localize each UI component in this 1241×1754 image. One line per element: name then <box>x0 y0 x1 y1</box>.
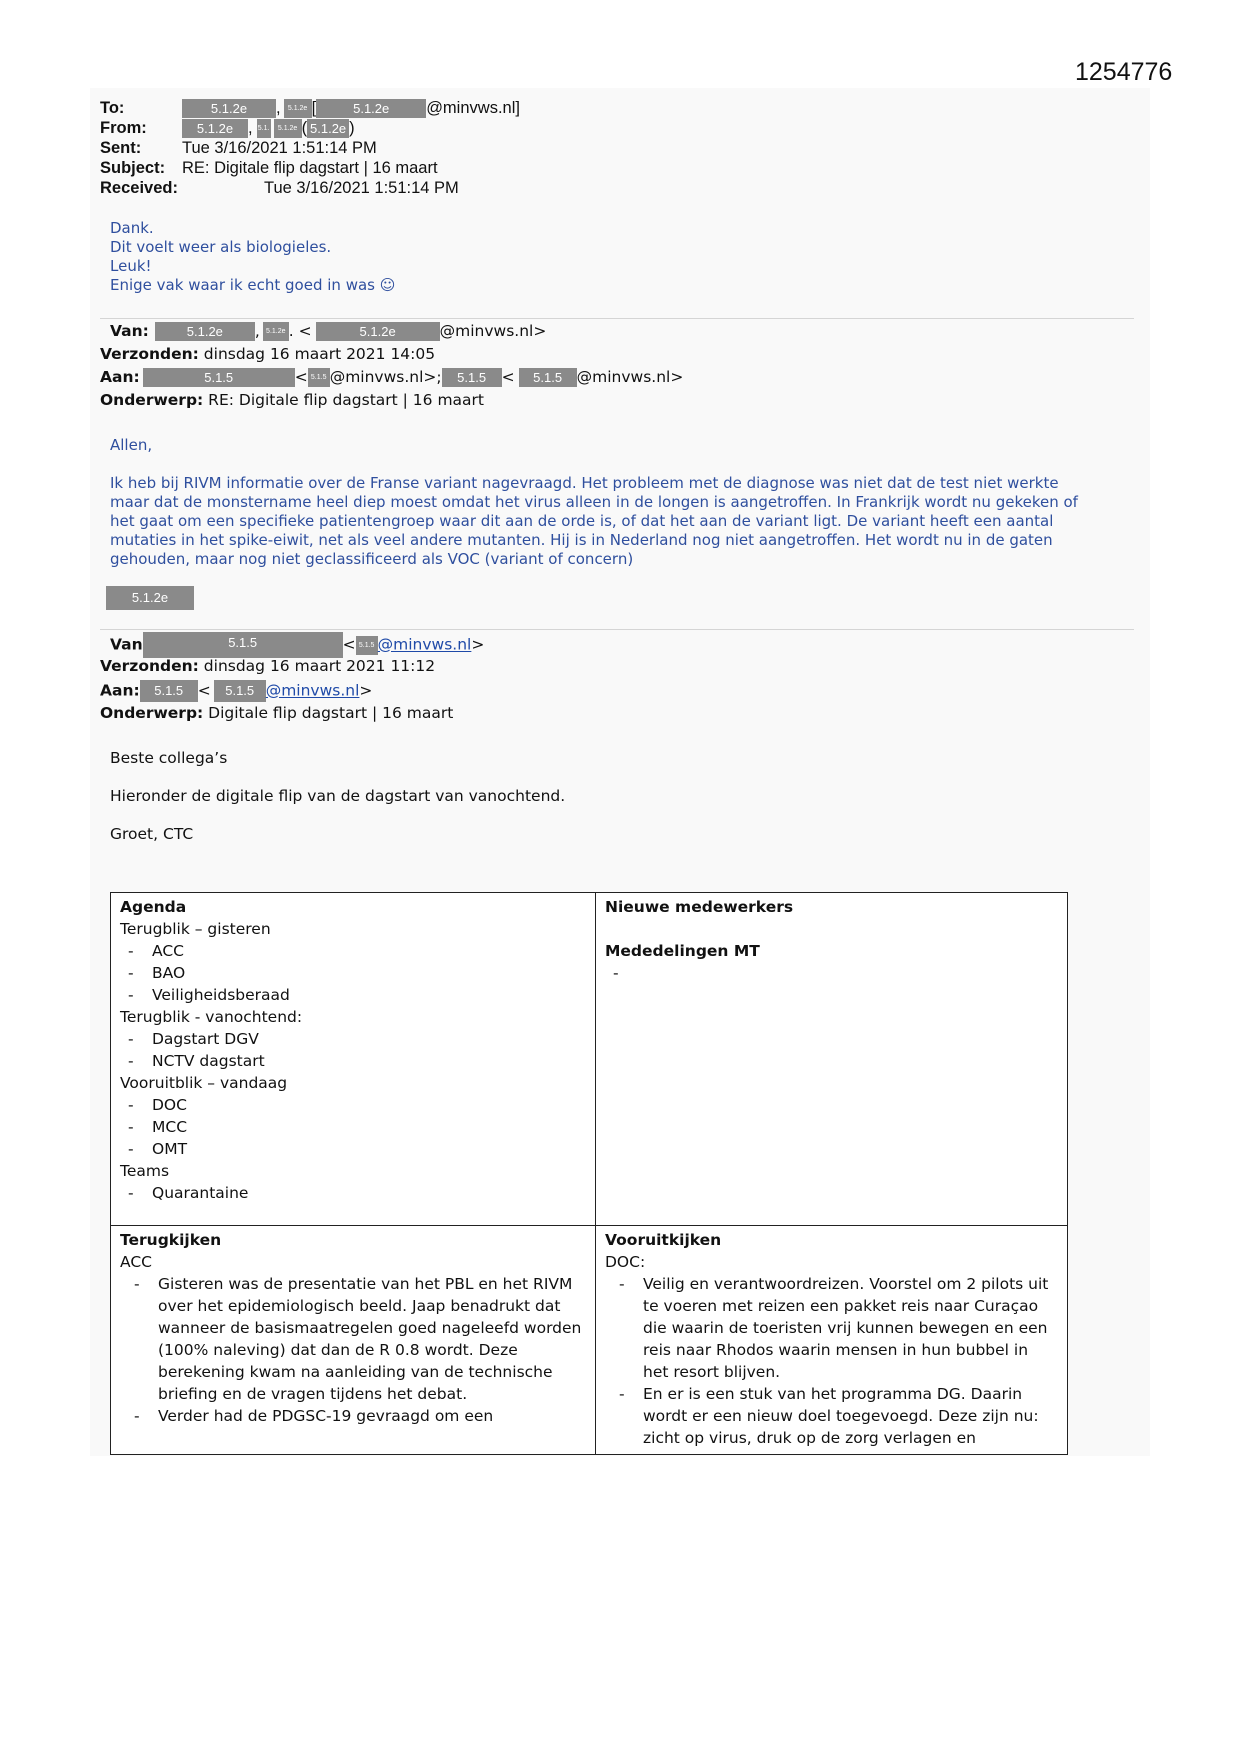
msg3-intro: Hieronder de digitale flip van de dagstart van vanochtend. <box>110 787 566 805</box>
divider <box>100 318 1134 319</box>
header-sent <box>100 139 377 158</box>
agenda-item: - Quarantaine <box>152 1182 586 1204</box>
msg2-aan <box>100 368 683 387</box>
terugkijken-cell <box>111 1226 596 1455</box>
agenda-group: Teams <box>120 1162 170 1180</box>
msg2-body <box>110 474 1078 569</box>
flip-table <box>110 892 1068 1455</box>
verzonden-label: Verzonden: <box>100 345 199 363</box>
vooruitkijken-cell <box>596 1226 1068 1455</box>
bracket: . < <box>288 322 312 340</box>
separator: , <box>254 322 260 340</box>
received-label: Received: <box>100 179 178 197</box>
verzonden-label: Verzonden: <box>100 657 199 675</box>
from-label: From: <box>100 119 147 137</box>
mededelingen-title: Mededelingen MT <box>605 942 760 960</box>
aan-label: Aan: <box>100 681 140 700</box>
vooruitkijken-title: Vooruitkijken <box>605 1231 722 1249</box>
onderwerp-value: RE: Digitale flip dagstart | 16 maart <box>208 391 485 409</box>
agenda-item: - ACC <box>152 940 586 962</box>
msg3-aan <box>100 680 372 702</box>
vooruitkijken-item: - Veilig en verantwoordreizen. Voorstel om 2 pilots uit te voeren met reizen een pakket reis naar Curaçao die waarin de toeristen vrij kunnen bewegen en een reis naar Rhodos waarin mensen in hun bubbel in het resort blijven. <box>637 1273 1058 1383</box>
divider <box>100 629 1134 630</box>
terugkijken-title: Terugkijken <box>120 1231 222 1249</box>
vooruitkijken-item: - En er is een stuk van het programma DG. Daarin wordt er een nieuw doel toegevoegd. Deze zijn nu: zicht op virus, druk op de zorg verlagen en <box>637 1383 1058 1449</box>
reply-line: Dit voelt weer als biologieles. <box>110 238 332 256</box>
bracket: < <box>501 368 515 386</box>
bracket: [ <box>311 99 317 117</box>
agenda-item: - MCC <box>152 1116 586 1138</box>
agenda-item: - NCTV dagstart <box>152 1050 586 1072</box>
msg2-onderwerp <box>100 391 484 409</box>
aan-label: Aan: <box>100 368 140 386</box>
redaction: 5.1.2e <box>284 99 312 118</box>
van-label: Van: <box>110 322 149 340</box>
redaction: 5.1.2e <box>274 119 302 138</box>
redaction: 5.1.5 <box>143 368 295 387</box>
redaction: 5.1.2e <box>182 99 276 118</box>
redaction: 5.1. <box>257 119 271 138</box>
subject-value: RE: Digitale flip dagstart | 16 maart <box>182 159 438 177</box>
header-from <box>100 119 355 138</box>
msg3-onderwerp <box>100 704 453 722</box>
body-line: maar dat de monstername heel diep moest omdat het virus alleen in de longen is aangetroffen. In Frankrijk wordt nu gekeken of <box>110 493 1078 511</box>
reply-line: Leuk! <box>110 257 152 275</box>
redaction: 5.1.2e <box>316 322 440 341</box>
agenda-group: Vooruitblik – vandaag <box>120 1074 288 1092</box>
signature <box>106 586 194 610</box>
agenda-item: - Veiligheidsberaad <box>152 984 586 1006</box>
redaction: 5.1.2e <box>263 322 289 341</box>
separator: , <box>276 99 281 117</box>
subject-label: Subject: <box>100 159 166 177</box>
bracket: > <box>471 635 485 654</box>
terugkijken-item: - Gisteren was de presentatie van het PBL en het RIVM over het epidemiologisch beeld. Jaap benadrukt dat wanneer de basismaatregelen goed nageleefd worden (100% naleving) dat dan de R 0.8 wordt. Deze berekening kwam na aanleiding van de technische briefing en de vragen tijdens het debat. <box>152 1273 586 1405</box>
redaction: 5.1.5 <box>140 680 198 702</box>
bracket: > <box>359 681 373 700</box>
reply-line: Dank. <box>110 219 154 237</box>
to-label: To: <box>100 99 125 117</box>
onderwerp-label: Onderwerp: <box>100 391 204 409</box>
redaction: 5.1.2e <box>316 99 426 118</box>
van-email-link[interactable]: @minvws.nl <box>377 635 472 654</box>
aan-domain: @minvws.nl>; <box>329 368 442 386</box>
redaction: 5.1.5 <box>143 632 343 658</box>
aan-domain: @minvws.nl> <box>576 368 684 386</box>
terugkijken-sub: ACC <box>120 1253 152 1271</box>
aan-email-link[interactable]: @minvws.nl <box>265 681 360 700</box>
to-domain: @minvws.nl] <box>426 99 520 117</box>
agenda-item: - DOC <box>152 1094 586 1116</box>
document-number: 1254776 <box>1075 58 1173 86</box>
msg2-verzonden <box>100 345 435 363</box>
nieuwe-medewerkers-title: Nieuwe medewerkers <box>605 898 794 916</box>
msg3-greeting: Beste collega’s <box>110 749 228 767</box>
onderwerp-label: Onderwerp: <box>100 704 204 722</box>
reply-line: Enige vak waar ik echt goed in was ☺ <box>110 276 396 294</box>
redaction: 5.1.5 <box>308 368 330 387</box>
header-received <box>100 179 459 198</box>
redaction: 5.1.5 <box>442 368 502 387</box>
redaction: 5.1.5 <box>214 680 266 702</box>
msg3-van <box>110 632 484 658</box>
bracket: < <box>294 368 308 386</box>
header-to <box>100 99 520 118</box>
agenda-group: Terugblik – gisteren <box>120 920 271 938</box>
body-line: Ik heb bij RIVM informatie over de Franse variant nagevraagd. Het probleem met de diagnose was niet dat de test niet werkte <box>110 474 1059 492</box>
verzonden-value: dinsdag 16 maart 2021 14:05 <box>203 345 436 363</box>
header-subject <box>100 159 438 178</box>
bracket: ( <box>301 119 308 137</box>
agenda-cell <box>111 893 596 1226</box>
bracket: ) <box>349 119 355 137</box>
reply-body <box>110 219 395 295</box>
redaction: 5.1.5 <box>519 368 577 387</box>
redaction: 5.1.2e <box>182 119 248 138</box>
nieuwe-cell <box>596 893 1068 1226</box>
agenda-item: - OMT <box>152 1138 586 1160</box>
van-domain: @minvws.nl> <box>439 322 547 340</box>
separator: , <box>248 119 253 137</box>
van-label: Van <box>110 635 143 654</box>
terugkijken-item: - Verder had de PDGSC-19 gevraagd om een <box>152 1405 586 1427</box>
received-value: Tue 3/16/2021 1:51:14 PM <box>264 179 459 197</box>
agenda-title: Agenda <box>120 898 187 916</box>
agenda-group: Terugblik - vanochtend: <box>120 1008 303 1026</box>
sent-value: Tue 3/16/2021 1:51:14 PM <box>182 139 377 157</box>
msg2-greeting: Allen, <box>110 436 153 454</box>
body-line: mutaties in het spike-eiwit, net als veel andere mutanten. Hij is in Nederland nog niet aangetroffen. Het wordt nu in de gaten <box>110 531 1053 549</box>
msg3-closing: Groet, CTC <box>110 825 194 843</box>
sent-label: Sent: <box>100 139 142 157</box>
redaction: 5.1.5 <box>356 636 378 655</box>
bracket: < <box>342 635 356 654</box>
bracket: < <box>197 681 211 700</box>
msg2-van <box>110 322 546 341</box>
redaction: 5.1.2e <box>106 586 194 610</box>
body-line: het gaat om een specifieke patientengroep waar dit aan de orde is, of dat het aan de variant ligt. De variant heeft een aantal <box>110 512 1054 530</box>
redaction: 5.1.2e <box>307 119 349 138</box>
body-line: gehouden, maar nog niet geclassificeerd als VOC (variant of concern) <box>110 550 634 568</box>
verzonden-value: dinsdag 16 maart 2021 11:12 <box>203 657 436 675</box>
redaction: 5.1.2e <box>155 322 255 341</box>
onderwerp-value: Digitale flip dagstart | 16 maart <box>208 704 454 722</box>
agenda-item: - BAO <box>152 962 586 984</box>
agenda-item: - Dagstart DGV <box>152 1028 586 1050</box>
vooruitkijken-sub: DOC: <box>605 1253 646 1271</box>
msg3-verzonden <box>100 657 435 675</box>
